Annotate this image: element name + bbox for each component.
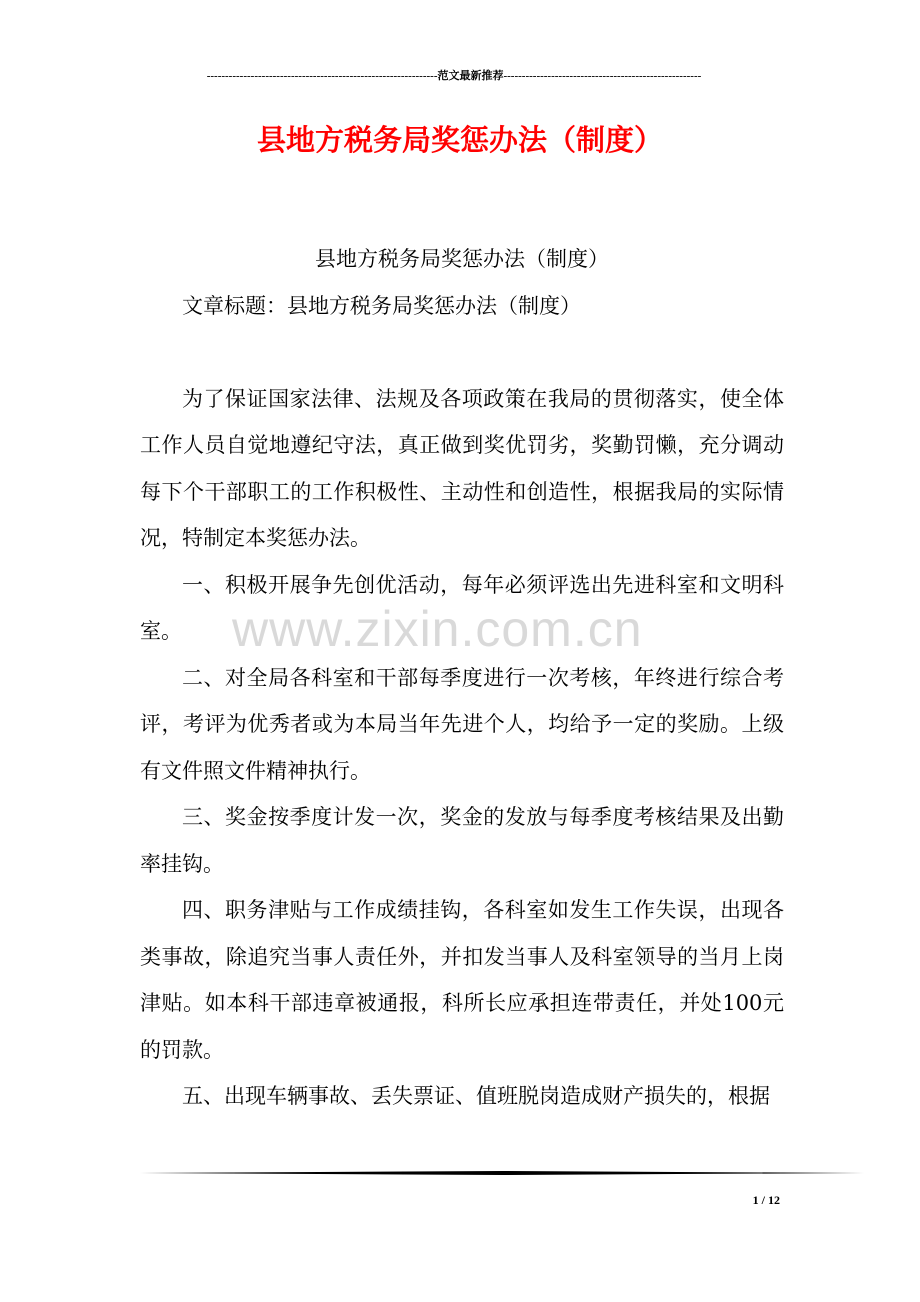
blank-line (140, 329, 784, 376)
footer-rule (140, 1171, 864, 1175)
document-body (140, 236, 784, 1120)
document-subtitle: 县地方税务局奖惩办法（制度） (315, 247, 609, 271)
paragraph-item-1: 一、积极开展争先创优活动，每年必须评选出先进科室和文明科室。 (140, 572, 784, 643)
document-title: 县地方税务局奖惩办法（制度） (256, 123, 663, 157)
paragraph-item-4: 四、职务津贴与工作成绩挂钩，各科室如发生工作失误，出现各类事故，除追究当事人责任外，并扣发当事人及科室领导的当月上岗津贴。如本科干部违章被通报，科所长应承担连带责任，并处100元的罚款。 (140, 898, 784, 1062)
paragraph-intro: 为了保证国家法律、法规及各项政策在我局的贯彻落实，使全体工作人员自觉地遵纪守法，真正做到奖优罚劣，奖勤罚懒，充分调动每下个干部职工的工作积极性、主动性和创造性，根据我局的实际情况，特制定本奖惩办法。 (140, 386, 784, 550)
paragraph-item-2: 二、对全局各科室和干部每季度进行一次考核，年终进行综合考评，考评为优秀者或为本局当年先进个人，均给予一定的奖励。上级有文件照文件精神执行。 (140, 665, 784, 783)
watermark-text: www.zixin.com.cn (232, 601, 643, 657)
paragraph-item-5: 五、出现车辆事故、丢失票证、值班脱岗造成财产损失的，根据 (182, 1084, 770, 1108)
article-title-line: 文章标题：县地方税务局奖惩办法（制度） (182, 293, 581, 318)
paragraph-item-3: 三、奖金按季度计发一次，奖金的发放与每季度考核结果及出勤率挂钩。 (140, 805, 784, 876)
page-number: 1 / 12 (752, 1193, 780, 1207)
page-header: ---------------------------------------------------------------范文最新推荐------------------------------------------------------ (206, 70, 702, 82)
